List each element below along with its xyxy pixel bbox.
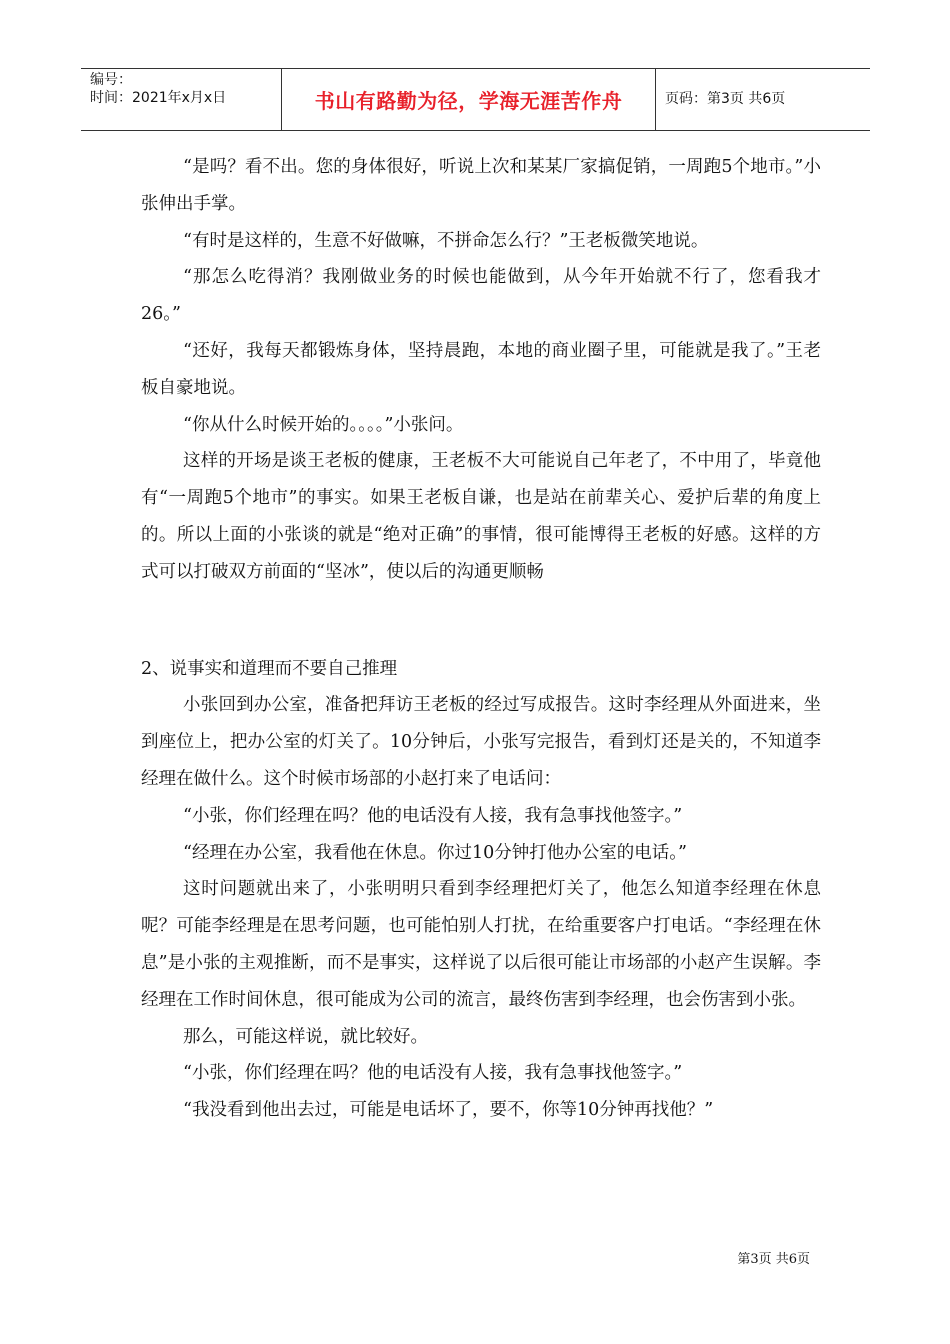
paragraph: “我没看到他出去过，可能是电话坏了，要不，你等10分钟再找他？” [183, 1100, 714, 1121]
paragraph: “还好，我每天都锻炼身体，坚持晨跑，本地的商业圈子里，可能就是我了。”王老板自豪地说。 [141, 340, 821, 398]
section-heading: 2、说事实和道理而不要自己推理 [141, 658, 398, 679]
document-number-label: 编号： [90, 72, 132, 88]
document-date: 时间：2021年x月x日 [90, 90, 227, 106]
motto-text: 书山有路勤为径，学海无涯苦作舟 [314, 89, 623, 113]
paragraph: “你从什么时候开始的。。。。”小张问。 [183, 414, 464, 435]
paragraph: 这时问题就出来了，小张明明只看到李经理把灯关了，他怎么知道李经理在休息呢？可能李经理是在思考问题，也可能怕别人打扰，在给重要客户打电话。“李经理在休息”是小张的主观推断，而不是事实，这样说了以后很可能让市场部的小赵产生误解。李经理在工作时间休息，很可能成为公司的流言，最终伤害到李经理，也会伤害到小张。 [141, 879, 821, 1010]
paragraph: “那怎么吃得消？我刚做业务的时候也能做到，从今年开始就不行了，您看我才26。” [141, 267, 821, 325]
paragraph: “是吗？看不出。您的身体很好，听说上次和某某厂家搞促销，一周跑5个地市。”小张伸出手掌。 [141, 157, 821, 214]
paragraph: 小张回到办公室，准备把拜访王老板的经过写成报告。这时李经理从外面进来，坐到座位上，把办公室的灯关了。10分钟后，小张写完报告，看到灯还是关的，不知道李经理在做什么。这个时候市场部的小赵打来了电话问： [141, 695, 821, 789]
header-info-cell [81, 69, 281, 130]
header-table [81, 68, 870, 131]
document-body [141, 149, 821, 1129]
paragraph: “经理在办公室，我看他在休息。你过10分钟打他办公室的电话。” [183, 842, 687, 863]
page-info: 页码：第3页 共6页 [665, 91, 786, 107]
paragraph: “有时是这样的，生意不好做嘛，不拼命怎么行？”王老板微笑地说。 [183, 230, 709, 251]
section-gap [141, 591, 821, 651]
paragraph: “小张，你们经理在吗？他的电话没有人接，我有急事找他签字。” [183, 1063, 683, 1084]
page-footer: 第3页 共6页 [737, 1252, 810, 1267]
paragraph: 这样的开场是谈王老板的健康，王老板不大可能说自己年老了，不中用了，毕竟他有“一周跑5个地市”的事实。如果王老板自谦，也是站在前辈关心、爱护后辈的角度上的。所以上面的小张谈的就是“绝对正确”的事情，很可能博得王老板的好感。这样的方式可以打破双方前面的“坚冰”，使以后的沟通更顺畅 [141, 451, 821, 582]
header-page-cell [656, 69, 870, 130]
header-motto-cell [281, 69, 656, 130]
paragraph: 那么，可能这样说，就比较好。 [183, 1026, 428, 1047]
paragraph: “小张，你们经理在吗？他的电话没有人接，我有急事找他签字。” [183, 805, 683, 826]
